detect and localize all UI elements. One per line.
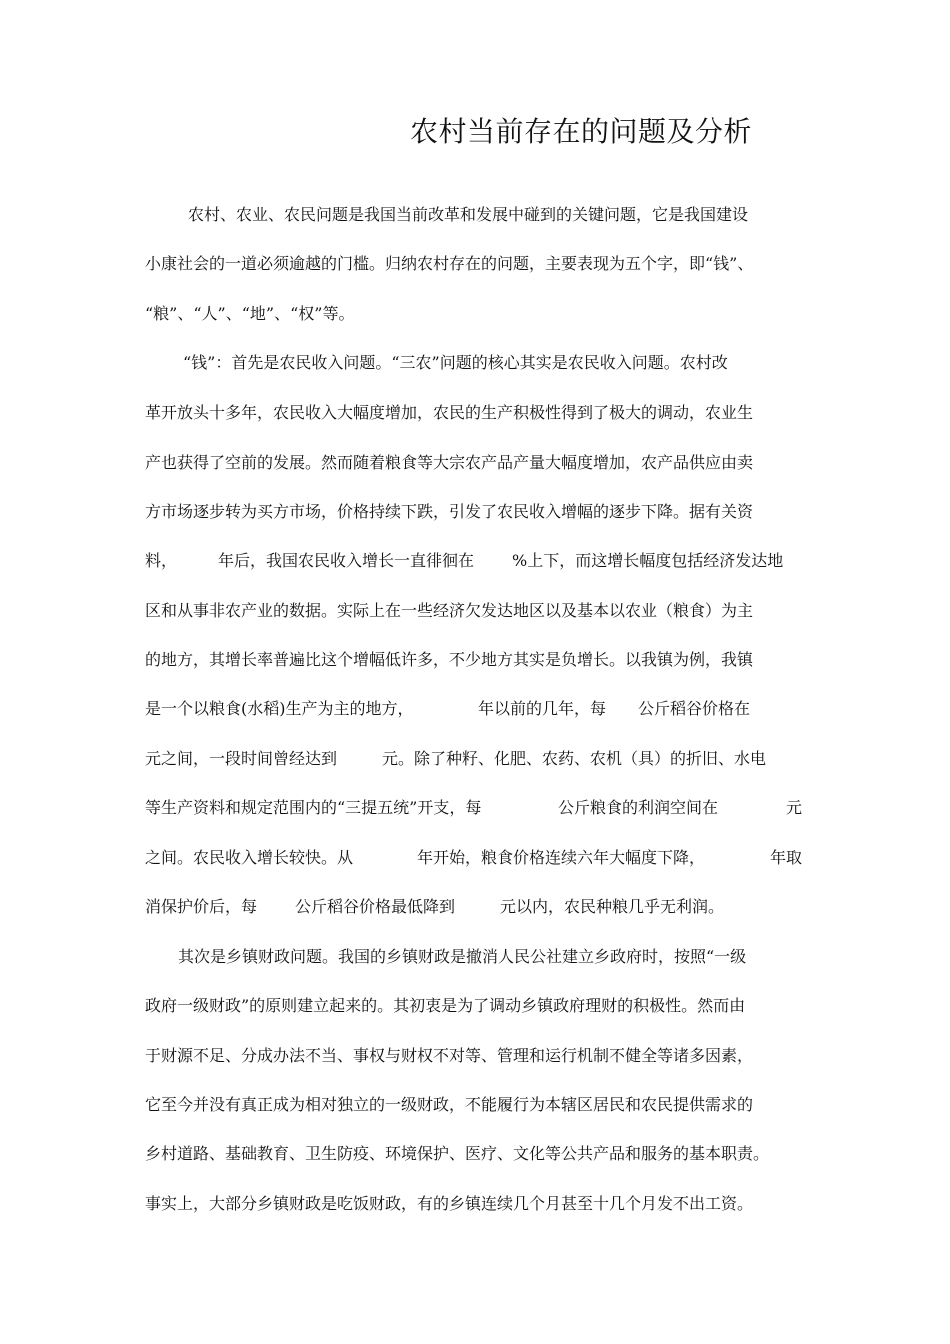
paragraph-line <box>0 744 950 774</box>
text-segment: 小康社会的一道必须逾越的门槛。归纳农村存在的问题，主要表现为五个字，即“钱”、 <box>145 254 754 273</box>
text-segment: 元以内，农民种粮几乎无利润。 <box>500 897 725 916</box>
text-segment: 政府一级财政”的原则建立起来的。其初衷是为了调动乡镇政府理财的积极性。然而由 <box>145 996 746 1015</box>
paragraph-line <box>0 793 950 823</box>
text-segment: 其次是乡镇财政问题。我国的乡镇财政是撤消人民公社建立乡政府时，按照“一级 <box>178 947 747 966</box>
text-segment: 公斤稻谷价格最低降到 <box>295 897 456 916</box>
text-segment: 元之间，一段时间曾经达到 <box>145 749 338 768</box>
text-segment: 革开放头十多年，农民收入大幅度增加，农民的生产积极性得到了极大的调动，农业生 <box>145 403 754 422</box>
text-segment: 元 <box>786 798 803 817</box>
paragraph-line <box>0 1189 950 1219</box>
paragraph-line <box>0 645 950 675</box>
text-segment: 农村、农业、农民问题是我国当前改革和发展中碰到的关键问题，它是我国建设 <box>188 205 749 224</box>
paragraph-line <box>0 694 950 724</box>
text-segment: 等生产资料和规定范围内的“三提五统”开支，每 <box>145 798 482 817</box>
text-segment: 方市场逐步转为买方市场，价格持续下跌，引发了农民收入增幅的逐步下降。据有关资 <box>145 502 754 521</box>
text-segment: 是一个以粮食(水稻)生产为主的地方， <box>145 699 414 718</box>
paragraph-line <box>0 843 950 873</box>
paragraph-line <box>0 348 950 378</box>
paragraph-line <box>0 299 950 329</box>
text-segment: 元。除了种籽、化肥、农药、农机（具）的折旧、水电 <box>382 749 767 768</box>
text-segment: 年后，我国农民收入增长一直徘徊在 <box>218 551 475 570</box>
text-segment: 年以前的几年，每 <box>478 699 607 718</box>
text-segment: %上下，而这增长幅度包括经济发达地 <box>512 551 784 570</box>
paragraph-line <box>0 200 950 230</box>
paragraph-line <box>0 398 950 428</box>
document-title: 农村当前存在的问题及分析 <box>410 115 753 148</box>
paragraph-line <box>0 1090 950 1120</box>
text-segment: 乡村道路、基础教育、卫生防疫、环境保护、医疗、文化等公共产品和服务的基本职责。 <box>145 1144 770 1163</box>
paragraph-line <box>0 448 950 478</box>
paragraph-line <box>0 991 950 1021</box>
text-segment: 事实上，大部分乡镇财政是吃饭财政，有的乡镇连续几个月甚至十几个月发不出工资。 <box>145 1194 754 1213</box>
paragraph-line <box>0 497 950 527</box>
text-segment: 于财源不足、分成办法不当、事权与财权不对等、管理和运行机制不健全等诸多因素， <box>145 1046 754 1065</box>
text-segment: 年开始，粮食价格连续六年大幅度下降， <box>417 848 706 867</box>
paragraph-line <box>0 249 950 279</box>
paragraph-line <box>0 596 950 626</box>
text-segment: 的地方，其增长率普遍比这个增幅低许多，不少地方其实是负增长。以我镇为例，我镇 <box>145 650 754 669</box>
text-segment: 区和从事非农产业的数据。实际上在一些经济欠发达地区以及基本以农业（粮食）为主 <box>145 601 754 620</box>
text-segment: 它至今并没有真正成为相对独立的一级财政，不能履行为本辖区居民和农民提供需求的 <box>145 1095 754 1114</box>
text-segment: “粮”、“人”、“地”、“权”等。 <box>145 304 355 323</box>
text-segment: 公斤粮食的利润空间在 <box>558 798 719 817</box>
text-segment: 料， <box>145 551 178 570</box>
paragraph-line <box>0 942 950 972</box>
text-segment: 公斤稻谷价格在 <box>638 699 751 718</box>
text-segment: 年取 <box>770 848 803 867</box>
paragraph-line <box>0 546 950 576</box>
text-segment: 产也获得了空前的发展。然而随着粮食等大宗农产品产量大幅度增加，农产品供应由卖 <box>145 453 754 472</box>
text-segment: 之间。农民收入增长较快。从 <box>145 848 354 867</box>
text-segment: “钱”：首先是农民收入问题。“三农”问题的核心其实是农民收入问题。农村改 <box>183 353 728 372</box>
paragraph-line <box>0 1041 950 1071</box>
text-segment: 消保护价后，每 <box>145 897 258 916</box>
paragraph-line <box>0 892 950 922</box>
paragraph-line <box>0 1139 950 1169</box>
